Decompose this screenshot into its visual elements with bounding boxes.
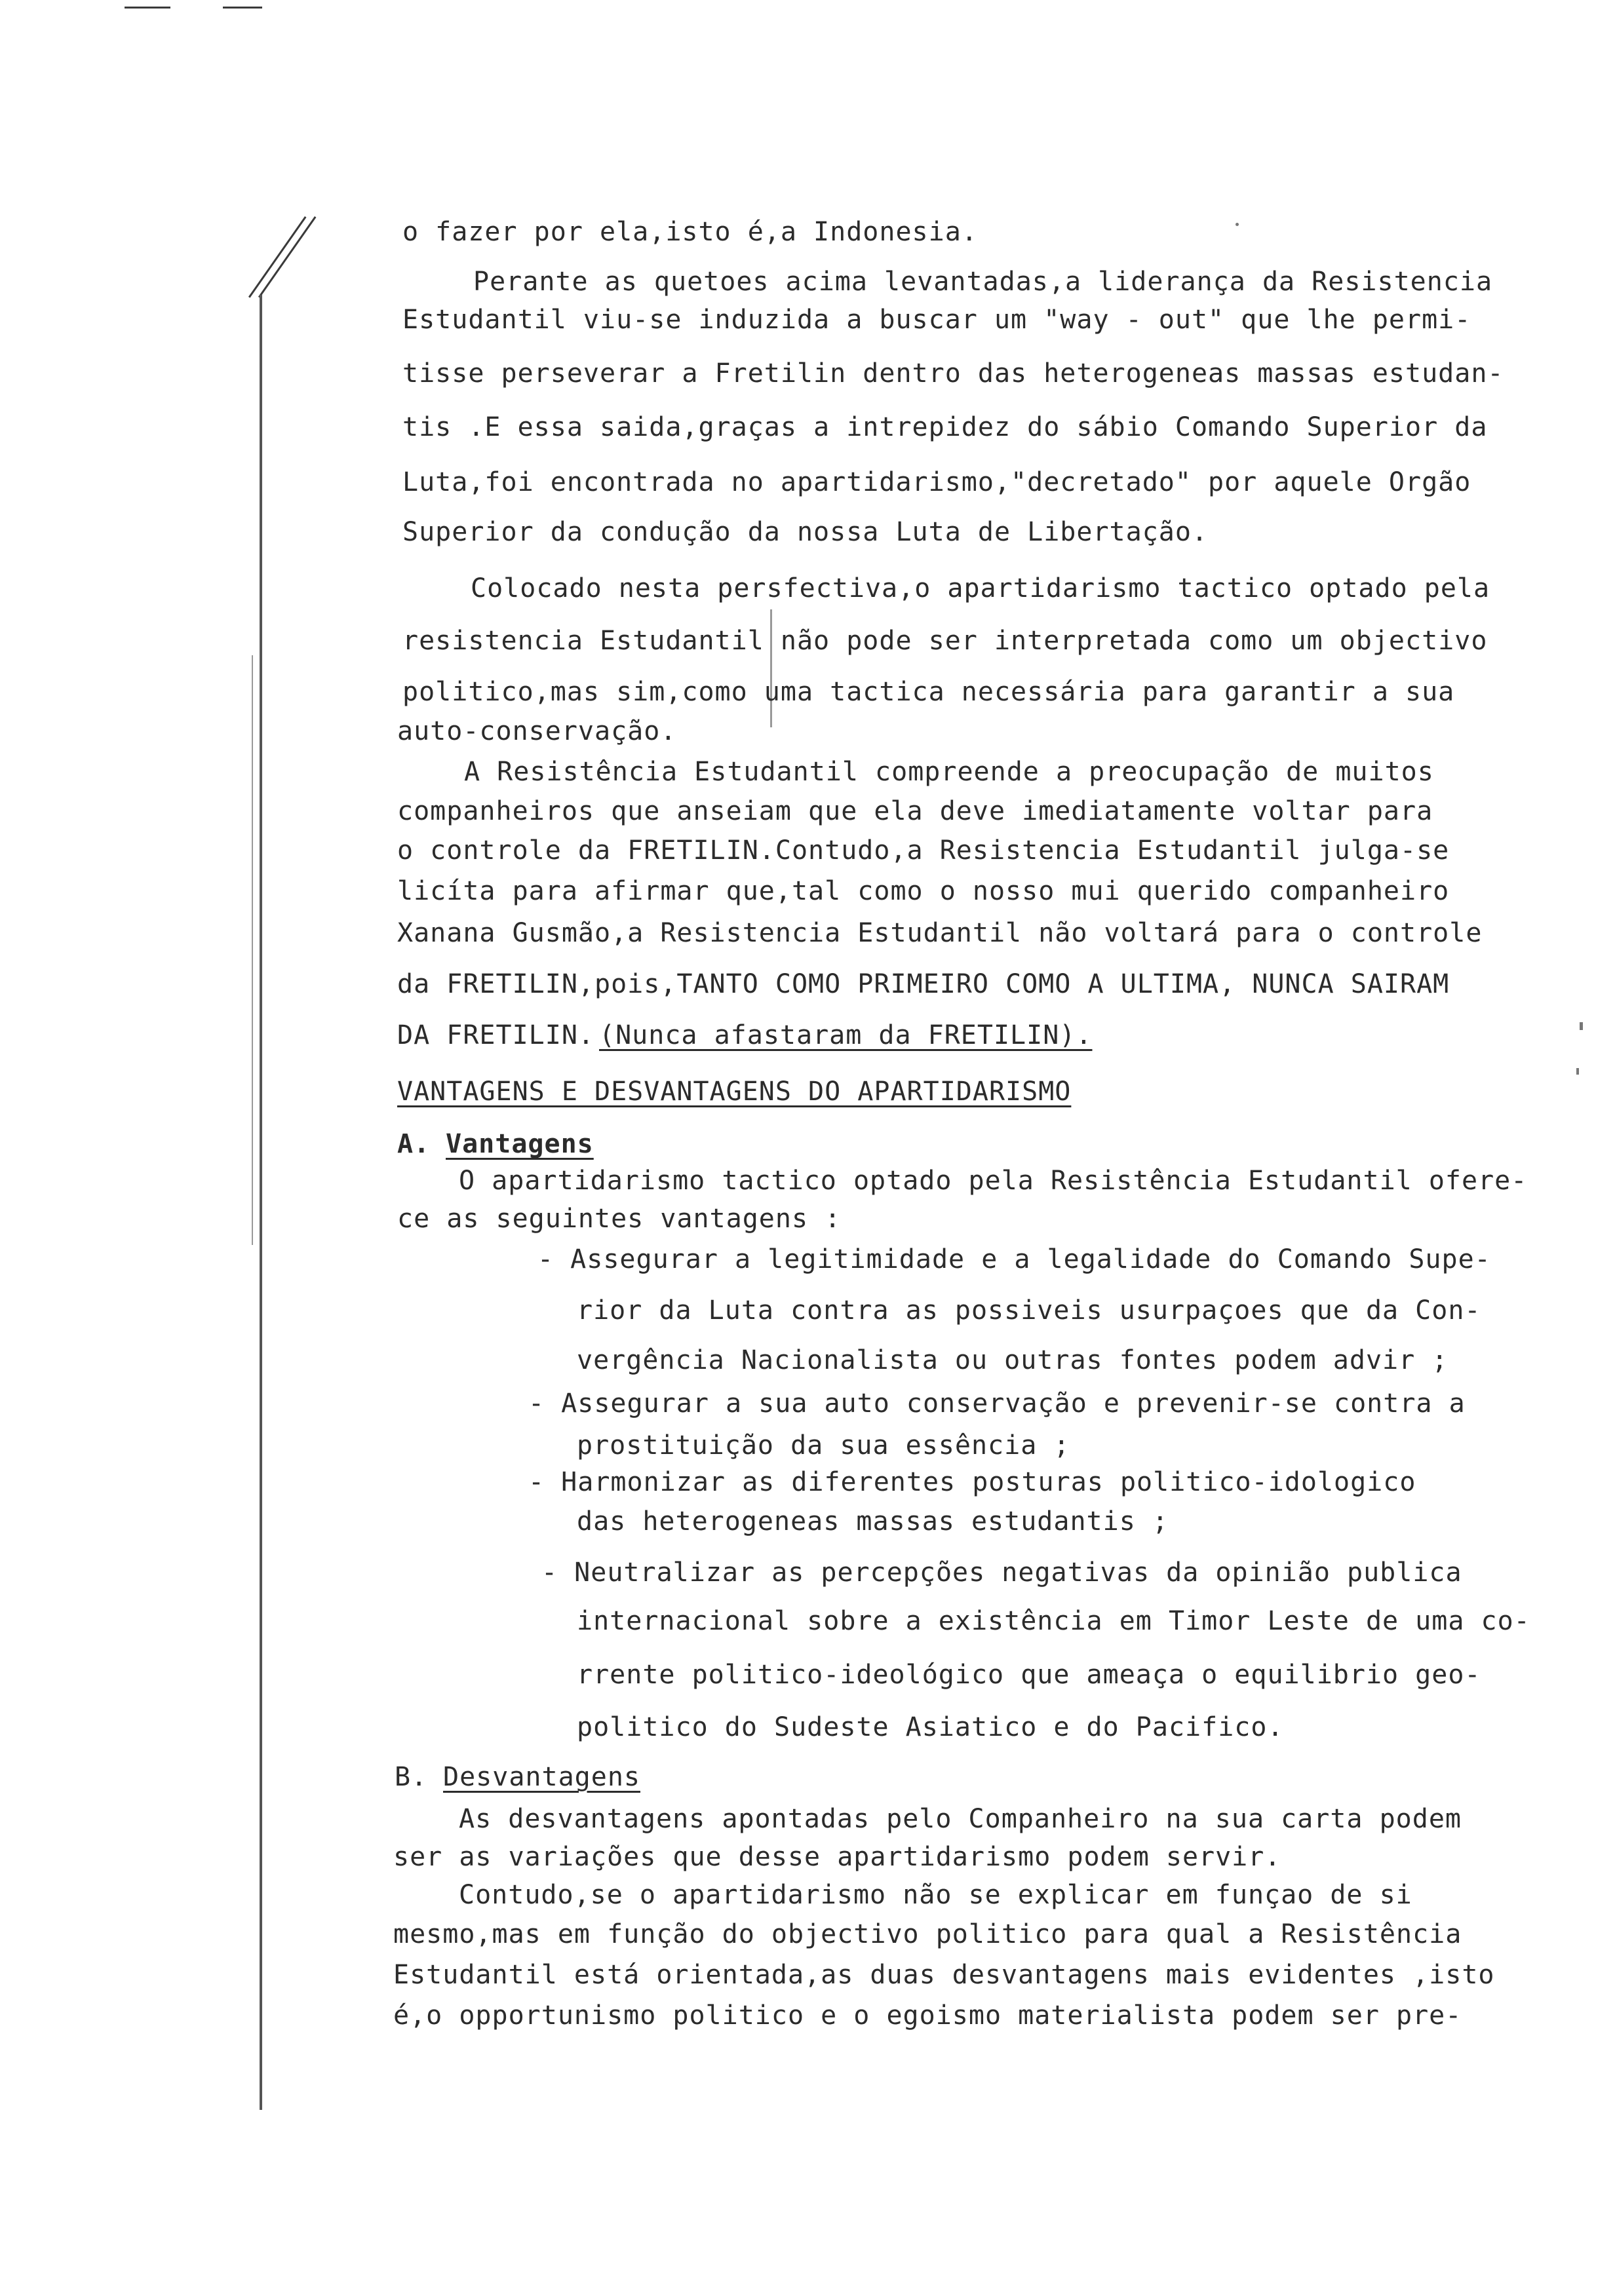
scan-speck	[1236, 223, 1239, 226]
text-line: ce as seguintes vantagens :	[397, 1204, 842, 1234]
subsection-title: Desvantagens	[443, 1762, 640, 1792]
text-line: é,o opportunismo politico e o egoismo materialista podem ser pre-	[393, 2000, 1462, 2031]
margin-slash-1	[248, 216, 306, 298]
list-item-cont: das heterogeneas massas estudantis ;	[577, 1506, 1169, 1537]
scan-speck	[1580, 1022, 1583, 1030]
list-item-cont: politico do Sudeste Asiatico e do Pacifico.	[577, 1712, 1284, 1742]
text-line: Perante as quetoes acima levantadas,a liderança da Resistencia	[473, 267, 1493, 297]
text-line: resistencia Estudantil não pode ser interpretada como um objectivo	[402, 626, 1488, 656]
text-line: companheiros que anseiam que ela deve imediatamente voltar para	[397, 796, 1433, 826]
text-line: licíta para afirmar que,tal como o nosso mui querido companheiro	[397, 876, 1450, 906]
text-line: Luta,foi encontrada no apartidarismo,"decretado" por aquele Orgão	[402, 467, 1471, 497]
list-item-cont: rior da Luta contra as possiveis usurpaçoes que da Con-	[577, 1295, 1481, 1326]
text-line: Xanana Gusmão,a Resistencia Estudantil não voltará para o controle	[397, 918, 1483, 948]
text-line: tisse perseverar a Fretilin dentro das heterogeneas massas estudan-	[402, 358, 1504, 389]
text-line: Superior da condução da nossa Luta de Libertação.	[402, 517, 1209, 547]
scan-mark-top-left	[125, 7, 170, 9]
list-item: - Assegurar a legitimidade e a legalidade do Comando Supe-	[537, 1244, 1491, 1274]
list-item-cont: rrente politico-ideológico que ameaça o equilibrio geo-	[577, 1660, 1481, 1690]
text-line: Colocado nesta persfectiva,o apartidarismo tactico optado pela	[471, 573, 1490, 603]
scan-mark-top-left-2	[223, 7, 262, 9]
list-item: - Neutralizar as percepções negativas da opinião publica	[541, 1558, 1462, 1588]
subsection-label: B.	[395, 1762, 428, 1792]
list-item-cont: prostituição da sua essência ;	[577, 1430, 1070, 1461]
text-line: Estudantil viu-se induzida a buscar um "way - out" que lhe permi-	[402, 305, 1471, 335]
binding-edge-line-2	[252, 655, 253, 1245]
text-line: tis .E essa saida,graças a intrepidez do sábio Comando Superior da	[402, 412, 1488, 442]
text-line: mesmo,mas em função do objectivo politico para qual a Resistência	[393, 1919, 1462, 1949]
binding-edge-line	[260, 295, 262, 2110]
text-line: auto-conservação.	[397, 716, 677, 746]
text-line: o controle da FRETILIN.Contudo,a Resistencia Estudantil julga-se	[397, 835, 1450, 866]
text-line: da FRETILIN,pois,TANTO COMO PRIMEIRO COMO A ULTIMA, NUNCA SAIRAM	[397, 969, 1450, 999]
text-line: Estudantil está orientada,as duas desvantagens mais evidentes ,isto	[393, 1960, 1495, 1990]
text-line: O apartidarismo tactico optado pela Resistência Estudantil ofere-	[459, 1166, 1528, 1196]
text-line: o fazer por ela,isto é,a Indonesia.	[402, 217, 978, 247]
scan-speck	[1576, 1068, 1579, 1075]
subsection-title: Vantagens	[446, 1129, 594, 1159]
text-line: As desvantagens apontadas pelo Companheiro na sua carta podem	[459, 1804, 1462, 1834]
list-item: - Harmonizar as diferentes posturas politico-idologico	[528, 1467, 1416, 1497]
text-line: DA FRETILIN.	[397, 1020, 594, 1050]
list-item-cont: internacional sobre a existência em Timor Leste de uma co-	[577, 1606, 1530, 1636]
text-line: ser as variações que desse apartidarismo podem servir.	[393, 1842, 1281, 1872]
section-heading: VANTAGENS E DESVANTAGENS DO APARTIDARISMO	[397, 1077, 1072, 1107]
margin-slash-2	[258, 216, 316, 298]
list-item-cont: vergência Nacionalista ou outras fontes podem advir ;	[577, 1345, 1449, 1375]
text-line: Contudo,se o apartidarismo não se explicar em funçao de si	[459, 1880, 1412, 1910]
subsection-label: A.	[397, 1129, 431, 1159]
text-line: A Resistência Estudantil compreende a preocupação de muitos	[464, 757, 1434, 787]
text-line: politico,mas sim,como uma tactica necessária para garantir a sua	[402, 677, 1455, 707]
text-line-underlined: (Nunca afastaram da FRETILIN).	[599, 1020, 1093, 1050]
list-item: - Assegurar a sua auto conservação e prevenir-se contra a	[528, 1388, 1466, 1419]
